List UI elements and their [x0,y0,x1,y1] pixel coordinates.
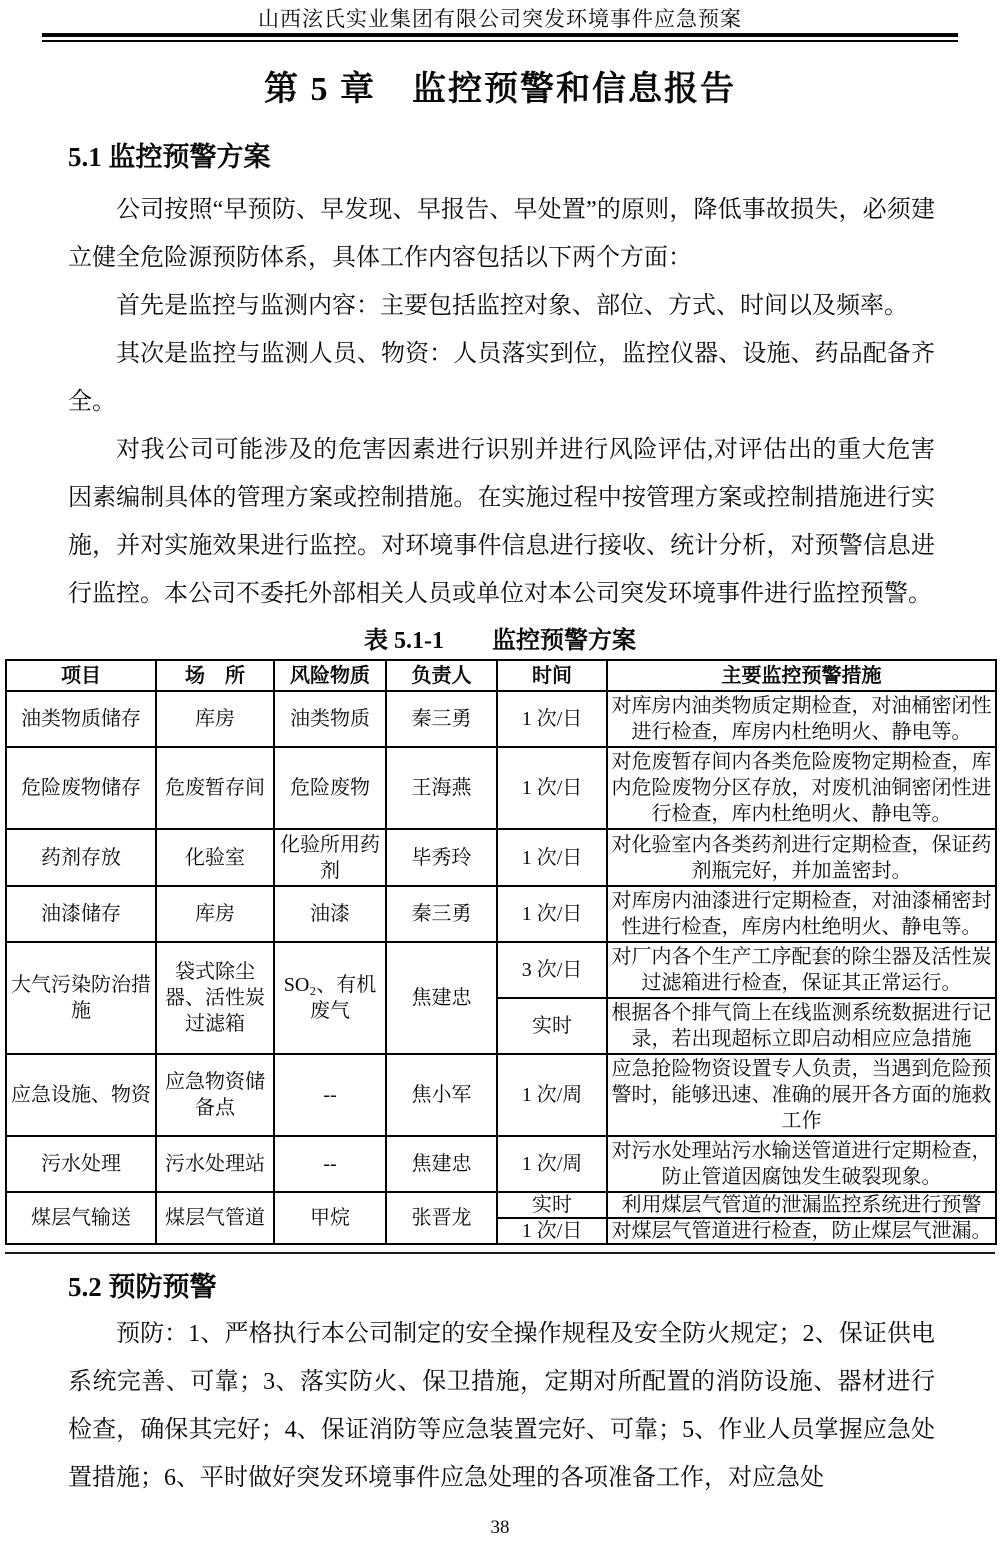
column-header-place: 场 所 [156,660,274,691]
cell-time: 1 次/日 [497,691,607,747]
cell-measure: 对库房内油漆进行定期检查，对油漆桶密封性进行检查，库房内杜绝明火、静电等。 [607,886,996,942]
cell-item: 危险废物储存 [6,747,156,829]
table-row [6,829,996,886]
chapter-title: 第 5 章 监控预警和信息报告 [264,71,736,108]
cell-time: 实时 [497,998,607,1054]
cell-person: 毕秀玲 [386,829,497,886]
cell-person: 焦建忠 [386,1136,497,1192]
cell-item: 油类物质储存 [6,691,156,747]
cell-measure: 对煤层气管道进行检查，防止煤层气泄漏。 [607,1218,996,1244]
cell-place: 煤层气管道 [156,1192,274,1244]
cell-place: 库房 [156,886,274,942]
table-row [6,886,996,942]
section-5-1-body [68,186,935,618]
table-header-row [6,660,996,691]
cell-item: 油漆储存 [6,886,156,942]
cell-place: 应急物资储备点 [156,1054,274,1136]
table-row [6,1054,996,1136]
cell-time: 1 次/周 [497,1054,607,1136]
table-row [6,1136,996,1192]
column-header-item: 项目 [6,660,156,691]
table-row [6,747,996,829]
cell-substance: -- [274,1054,386,1136]
section-5-1-heading: 5.1 监控预警方案 [68,142,271,172]
cell-substance: 油类物质 [274,691,386,747]
cell-substance: SO₂、有机废气 [274,942,386,1054]
header-rule [42,33,958,42]
cell-measure: 根据各个排气筒上在线监测系统数据进行记录，若出现超标立即启动相应应急措施 [607,998,996,1054]
cell-time: 1 次/周 [497,1136,607,1192]
cell-place: 污水处理站 [156,1136,274,1192]
cell-measure: 对污水处理站污水输送管道进行定期检查，防止管道因腐蚀发生破裂现象。 [607,1136,996,1192]
cell-person: 张晋龙 [386,1192,497,1244]
cell-item: 污水处理 [6,1136,156,1192]
section-5-2-body [68,1310,935,1502]
cell-time: 1 次/日 [497,747,607,829]
paragraph: 其次是监控与监测人员、物资：人员落实到位，监控仪器、设施、药品配备齐全。 [68,341,935,415]
cell-item: 药剂存放 [6,829,156,886]
cell-place: 袋式除尘器、活性炭过滤箱 [156,942,274,1054]
cell-substance: 化验所用药剂 [274,829,386,886]
cell-substance: 危险废物 [274,747,386,829]
cell-measure: 应急抢险物资设置专人负责，当遇到危险预警时，能够迅速、准确的展开各方面的施救工作 [607,1054,996,1136]
table-caption: 表 5.1-1 监控预警方案 [364,628,636,654]
column-header-substance: 风险物质 [274,660,386,691]
table-row [6,942,996,998]
section-5-2-heading: 5.2 预防预警 [68,1272,217,1302]
page-number: 38 [490,1517,510,1538]
cell-substance: 油漆 [274,886,386,942]
table-row [6,1192,996,1218]
cell-time: 1 次/日 [497,1218,607,1244]
cell-measure: 对厂内各个生产工序配套的除尘器及活性炭过滤箱进行检查，保证其正常运行。 [607,942,996,998]
cell-substance: -- [274,1136,386,1192]
cell-person: 秦三勇 [386,886,497,942]
table-row [6,691,996,747]
cell-place: 危废暂存间 [156,747,274,829]
column-header-time: 时间 [497,660,607,691]
cell-person: 焦小军 [386,1054,497,1136]
monitoring-plan-table [5,659,997,1245]
paragraph: 对我公司可能涉及的危害因素进行识别并进行风险评估,对评估出的重大危害因素编制具体的管理方案或控制措施。在实施过程中按管理方案或控制措施进行实施，并对实施效果进行监控。对环境事件信息进行接收、统计分析，对预警信息进行监控。本公司不委托外部相关人员或单位对本公司突发环境事件进行监控预警。 [68,437,935,607]
paragraph: 首先是监控与监测内容：主要包括监控对象、部位、方式、时间以及频率。 [116,293,908,319]
cell-measure: 对库房内油类物质定期检查，对油桶密闭性进行检查，库房内杜绝明火、静电等。 [607,691,996,747]
cell-item: 煤层气输送 [6,1192,156,1244]
column-header-measures: 主要监控预警措施 [607,660,996,691]
cell-measure: 利用煤层气管道的泄漏监控系统进行预警 [607,1192,996,1218]
paragraph: 公司按照“早预防、早发现、早报告、早处置”的原则，降低事故损失，必须建立健全危险源预防体系，具体工作内容包括以下两个方面： [68,197,935,271]
cell-time: 实时 [497,1192,607,1218]
table-bottom-rule [5,1252,995,1254]
cell-time: 1 次/日 [497,886,607,942]
cell-place: 化验室 [156,829,274,886]
cell-substance: 甲烷 [274,1192,386,1244]
cell-measure: 对化验室内各类药剂进行定期检查，保证药剂瓶完好，并加盖密封。 [607,829,996,886]
cell-item: 应急设施、物资 [6,1054,156,1136]
page-header-title: 山西泫氏实业集团有限公司突发环境事件应急预案 [258,7,742,31]
cell-item: 大气污染防治措施 [6,942,156,1054]
column-header-person: 负责人 [386,660,497,691]
cell-person: 焦建忠 [386,942,497,1054]
cell-time: 1 次/日 [497,829,607,886]
paragraph: 预防：1、严格执行本公司制定的安全操作规程及安全防火规定；2、保证供电系统完善、可靠；3、落实防火、保卫措施，定期对所配置的消防设施、器材进行检查，确保其完好；4、保证消防等应急装置完好、可靠；5、作业人员掌握应急处置措施；6、平时做好突发环境事件应急处理的各项准备工作，对应急处 [68,1321,935,1491]
cell-place: 库房 [156,691,274,747]
cell-person: 王海燕 [386,747,497,829]
cell-time: 3 次/日 [497,942,607,998]
cell-person: 秦三勇 [386,691,497,747]
cell-measure: 对危废暂存间内各类危险废物定期检查，库内危险废物分区存放，对废机油铜密闭性进行检查，库内杜绝明火、静电等。 [607,747,996,829]
